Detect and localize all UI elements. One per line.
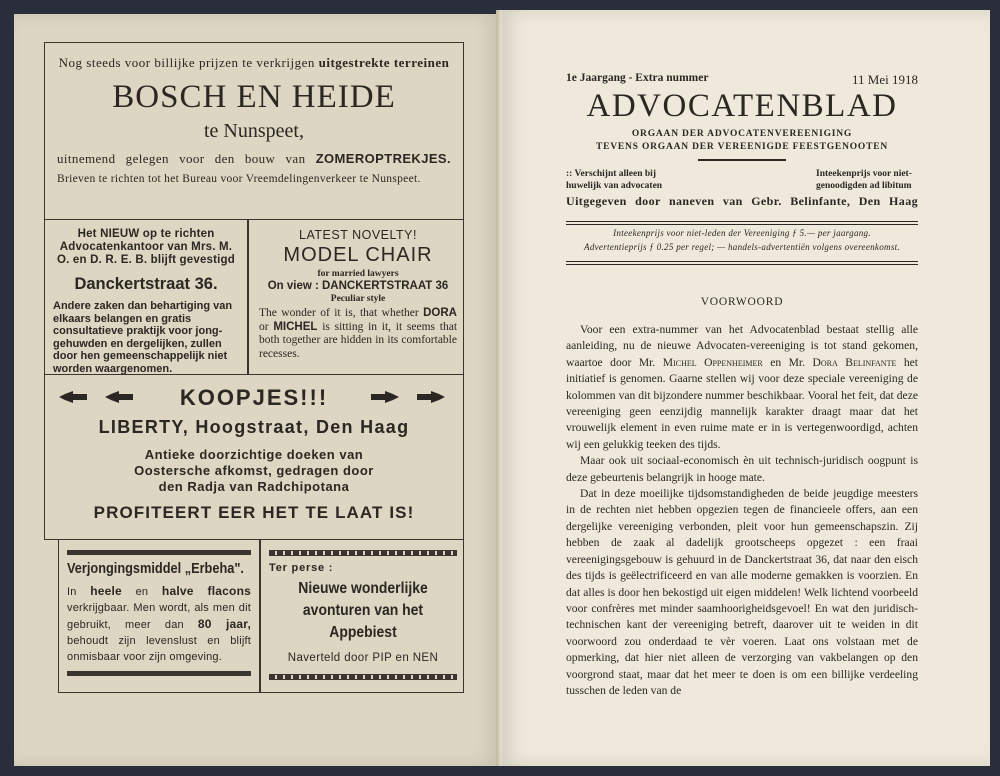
pointing-hand-icon xyxy=(371,391,399,403)
ad-divider xyxy=(247,220,249,374)
masthead-note-right: Inteekenprijs voor niet- genoodigden ad libitum xyxy=(816,169,912,191)
ad-middle-row xyxy=(44,219,464,375)
ad-model-chair xyxy=(253,220,463,374)
issue-date: 11 Mei 1918 xyxy=(852,72,918,87)
decorative-chain-bar xyxy=(269,550,457,556)
masthead-subtitle-2: TEVENS ORGAAN DER VEREENIGDE FEESTGENOOTEN xyxy=(595,142,889,152)
decorative-chain-bar xyxy=(269,674,457,680)
ad-bosch-line3: uitnemend gelegen voor den bouw van ZOMEROPTREKJES. xyxy=(57,151,451,166)
ad-chair-line3: for married lawyers xyxy=(317,269,399,279)
price-line-2: Advertentieprijs ƒ 0.25 per regel; — handels-advertentiën volgens overeenkomst. xyxy=(584,242,900,252)
ad-chair-line5: Peculiar style xyxy=(330,294,386,304)
ad-bosch-en-heide xyxy=(44,42,464,220)
newspaper-page xyxy=(498,10,990,766)
ad-bosch-subtitle: te Nunspeet, xyxy=(204,120,304,142)
masthead-subtitle-1: ORGAAN DER ADVOCATENVEREENIGING xyxy=(631,129,853,139)
masthead-title: ADVOCATENBLAD xyxy=(586,88,898,124)
ad-koopjes-line2: LIBERTY, Hoogstraat, Den Haag xyxy=(98,417,410,437)
ad-koopjes xyxy=(44,374,464,540)
ad-koopjes-line3: Antieke doorzichtige doeken van Oostersche afkomst, gedragen door den Radja van Radchipotana xyxy=(134,447,374,494)
ad-erbeha xyxy=(59,540,259,692)
ad-appebiest-label: Ter perse : xyxy=(269,562,334,574)
ad-chair-body: The wonder of it is, that whether DORA or MICHEL is sitting in it, it seems that both together are hidden in its comfortable recesses. xyxy=(259,307,458,360)
ad-appebiest xyxy=(261,540,465,692)
masthead-rule xyxy=(698,159,786,161)
pointing-hand-icon xyxy=(417,391,445,403)
decorative-bar xyxy=(67,550,251,555)
ad-bottom-row xyxy=(58,539,464,693)
ad-appebiest-credit: Naverteld door PIP en NEN xyxy=(287,652,439,664)
ad-kantoor-body: Andere zaken dan behartiging van elkaars belangen en gratis consultatieve praktijk voor jong-gehuwden en dergelijken, zullen door hen gemeenschappelijk niet worden waargenomen. xyxy=(53,300,233,375)
article-title: VOORWOORD xyxy=(700,296,784,308)
ad-koopjes-title: KOOPJES!!! xyxy=(179,385,329,410)
price-line-1: Inteekenprijs voor niet-leden der Vereeniging ƒ 5.— per jaargang. xyxy=(613,228,871,238)
double-rule xyxy=(566,261,918,265)
article-body xyxy=(566,322,918,699)
decorative-bar xyxy=(67,671,251,676)
article-paragraph: Voor een extra-nummer van het Advocatenblad bestaat stellig alle aanleiding, nu de nieuwe Advocaten-vereeniging is tot stand gekomen, waartoe door Mr. Michel Oppenheimer en Mr. Dora Belinfante het initiatief is genomen. Gaarne stellen wij voor deze speciale vereeniging de kolommen van dit bijzondere nummer beschikbaar. Vooral het feit, dat deze vereeniging geen eenzijdig mannelijk karakter draagt maar dat het vrouwelijk element in even ruime mate er in is vertegenwoordigd, achten wij een gelukkig teeken des tijds. xyxy=(566,323,918,451)
ad-chair-line4: On view : DANCKERTSTRAAT 36 xyxy=(267,280,449,292)
ad-erbeha-body: In heele en halve flacons verkrijgbaar. Men wordt, als men dit gebruikt, meer dan 80 jaar, behoudt zijn levenslust en blijft onmisbaar voor zijn omgeving. xyxy=(67,584,251,663)
ad-bosch-line4: Brieven te richten tot het Bureau voor Vreemdelingenverkeer te Nunspeet. xyxy=(57,173,421,185)
article-paragraph: Dat in deze moeilijke tijdsomstandigheden de beide jeugdige meesters in de rechten niet hebben opgezien tegen de financieele offers, aan een dergelijke vereeniging verbonden, pleit voor hun gemeenschapszin. Zij hebben de zaak al dadelijk grootscheeps opgezet : een fraai vereenigingsgebouw is gehuurd in de Danckertstraat 36, dat naar den eisch des tijds is geëlectrificeerd en van alle moderne gemakken is voorzien. En dat alles is door hen bekostigd uit eigen middelen! Welk lichtend voorbeeld voor confrères met minder saamhoorigheidsgevoel! En wat den juridisch-technischen kant der vereeniging betreft, daarover uit te weiden in dit voorwoord zou onderdaad te vèr voeren. Laat ons volstaan met de opmerking, dat hier niet alleen de verzorging van vakbelangen op den voorgrond staat, maar dat het meer te doen is om een billijke verdeeling tusschen de leden van de xyxy=(566,487,918,697)
ad-bosch-title: BOSCH EN HEIDE xyxy=(112,79,396,115)
ad-kantoor-address: Danckertstraat 36. xyxy=(74,275,218,293)
ad-erbeha-title: Verjongingsmiddel „Erbeha". xyxy=(67,561,244,577)
ad-kantoor xyxy=(45,220,247,374)
issue-label: 1e Jaargang - Extra nummer xyxy=(566,72,709,84)
ad-chair-title: MODEL CHAIR xyxy=(283,244,433,266)
masthead-note-left: :: Verschijnt alleen bij huwelijk van advocaten xyxy=(566,169,663,191)
ad-appebiest-title: Nieuwe wonderlijke avonturen van het Appebiest xyxy=(298,580,428,641)
masthead-publisher: Uitgegeven door naneven van Gebr. Belinfante, Den Haag xyxy=(566,194,918,208)
ad-kantoor-intro: Het NIEUW op te richten Advocatenkantoor van Mrs. M. O. en D. R. E. B. blijft gevestigd xyxy=(56,228,236,266)
article-paragraph: Maar ook uit sociaal-economisch èn uit technisch-juridisch oogpunt is deze gebeurtenis belangrijk in hooge mate. xyxy=(566,454,918,484)
ad-koopjes-line4: PROFITEERT EER HET TE LAAT IS! xyxy=(93,503,415,522)
ad-chair-line1: LATEST NOVELTY! xyxy=(299,228,417,242)
double-rule xyxy=(566,221,918,225)
ad-bosch-line1: Nog steeds voor billijke prijzen te verkrijgen uitgestrekte terreinen xyxy=(58,55,450,70)
